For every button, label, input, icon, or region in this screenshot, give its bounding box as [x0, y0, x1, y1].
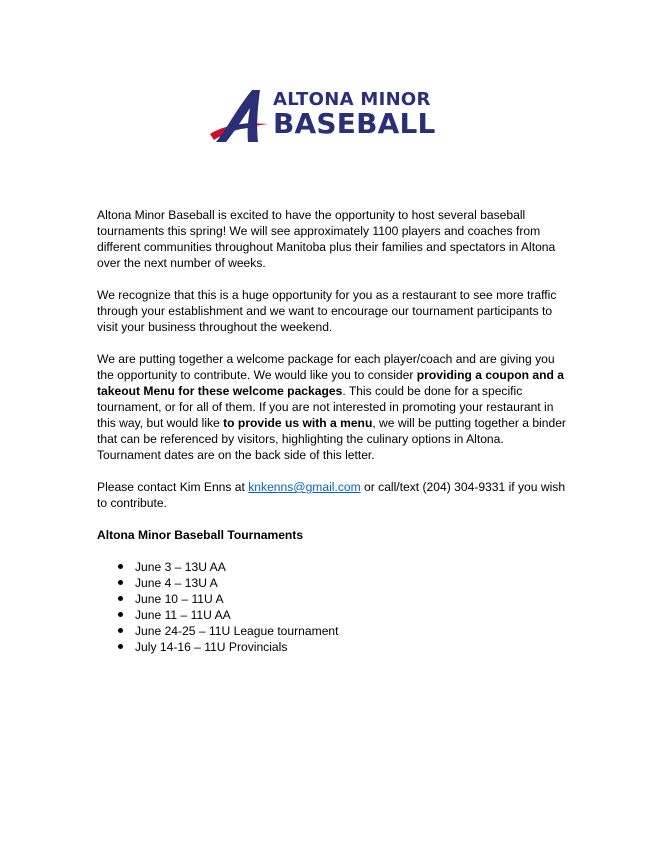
tournament-text: June 10 – 11U A	[135, 592, 224, 606]
logo-title-line1: ALTONA MINOR	[273, 89, 431, 110]
request-text-2: . This could be done for a specific tournament, or for all of them. If you are not interested in promoting your restaurant in this way, but would like	[97, 384, 554, 430]
letter-body	[97, 207, 567, 655]
email-link[interactable]: knkenns@gmail.com	[248, 480, 361, 494]
tournament-list	[97, 559, 567, 655]
request-bold-menu: to provide us with a menu	[223, 416, 373, 430]
logo-title-line2: BASEBALL	[273, 107, 436, 140]
list-item	[97, 559, 567, 575]
script-a-icon	[208, 86, 272, 146]
paragraph-opportunity: We recognize that this is a huge opportunity for you as a restaurant to see more traffic through your establishment and we want to encourage our tournament participants to visit your business throughout the weekend.	[97, 288, 557, 334]
bullet-icon	[118, 564, 123, 569]
bullet-icon	[118, 596, 123, 601]
list-item	[97, 591, 567, 607]
paragraph-request	[97, 351, 567, 463]
tournament-text: June 11 – 11U AA	[135, 608, 231, 622]
list-item	[97, 639, 567, 655]
paragraph-intro: Altona Minor Baseball is excited to have the opportunity to host several baseball tournaments this spring! We will see approximately 1100 players and coaches from different communities throughout Manitoba plus their families and spectators in Altona over the next number of weeks.	[97, 208, 556, 270]
bullet-icon	[118, 580, 123, 585]
bullet-icon	[118, 612, 123, 617]
paragraph-contact	[97, 479, 567, 511]
contact-text-2: or call/text (204) 304-9331 if you wish to contribute.	[97, 480, 566, 510]
list-item	[97, 607, 567, 623]
request-text-1: We are putting together a welcome package for each player/coach and are giving you the opportunity to contribute. We would like you to consider	[97, 352, 555, 382]
request-text-3: , we will be putting together a binder that can be referenced by visitors, highlighting the culinary options in Altona. Tournament dates are on the back side of this letter.	[97, 416, 566, 462]
request-bold-coupon: providing a coupon and a takeout Menu for these welcome packages	[97, 368, 564, 398]
bullet-icon	[118, 628, 123, 633]
tournament-text: June 4 – 13U A	[135, 576, 218, 590]
contact-text-1: Please contact Kim Enns at	[97, 480, 249, 494]
tournament-text: July 14-16 – 11U Provincials	[135, 640, 288, 654]
tournaments-heading: Altona Minor Baseball Tournaments	[97, 528, 304, 542]
list-item	[97, 623, 567, 639]
altona-minor-baseball-logo	[208, 86, 440, 146]
list-item	[97, 575, 567, 591]
tournament-text: June 3 – 13U AA	[135, 560, 226, 574]
tournament-text: June 24-25 – 11U League tournament	[135, 624, 339, 638]
bullet-icon	[118, 644, 123, 649]
